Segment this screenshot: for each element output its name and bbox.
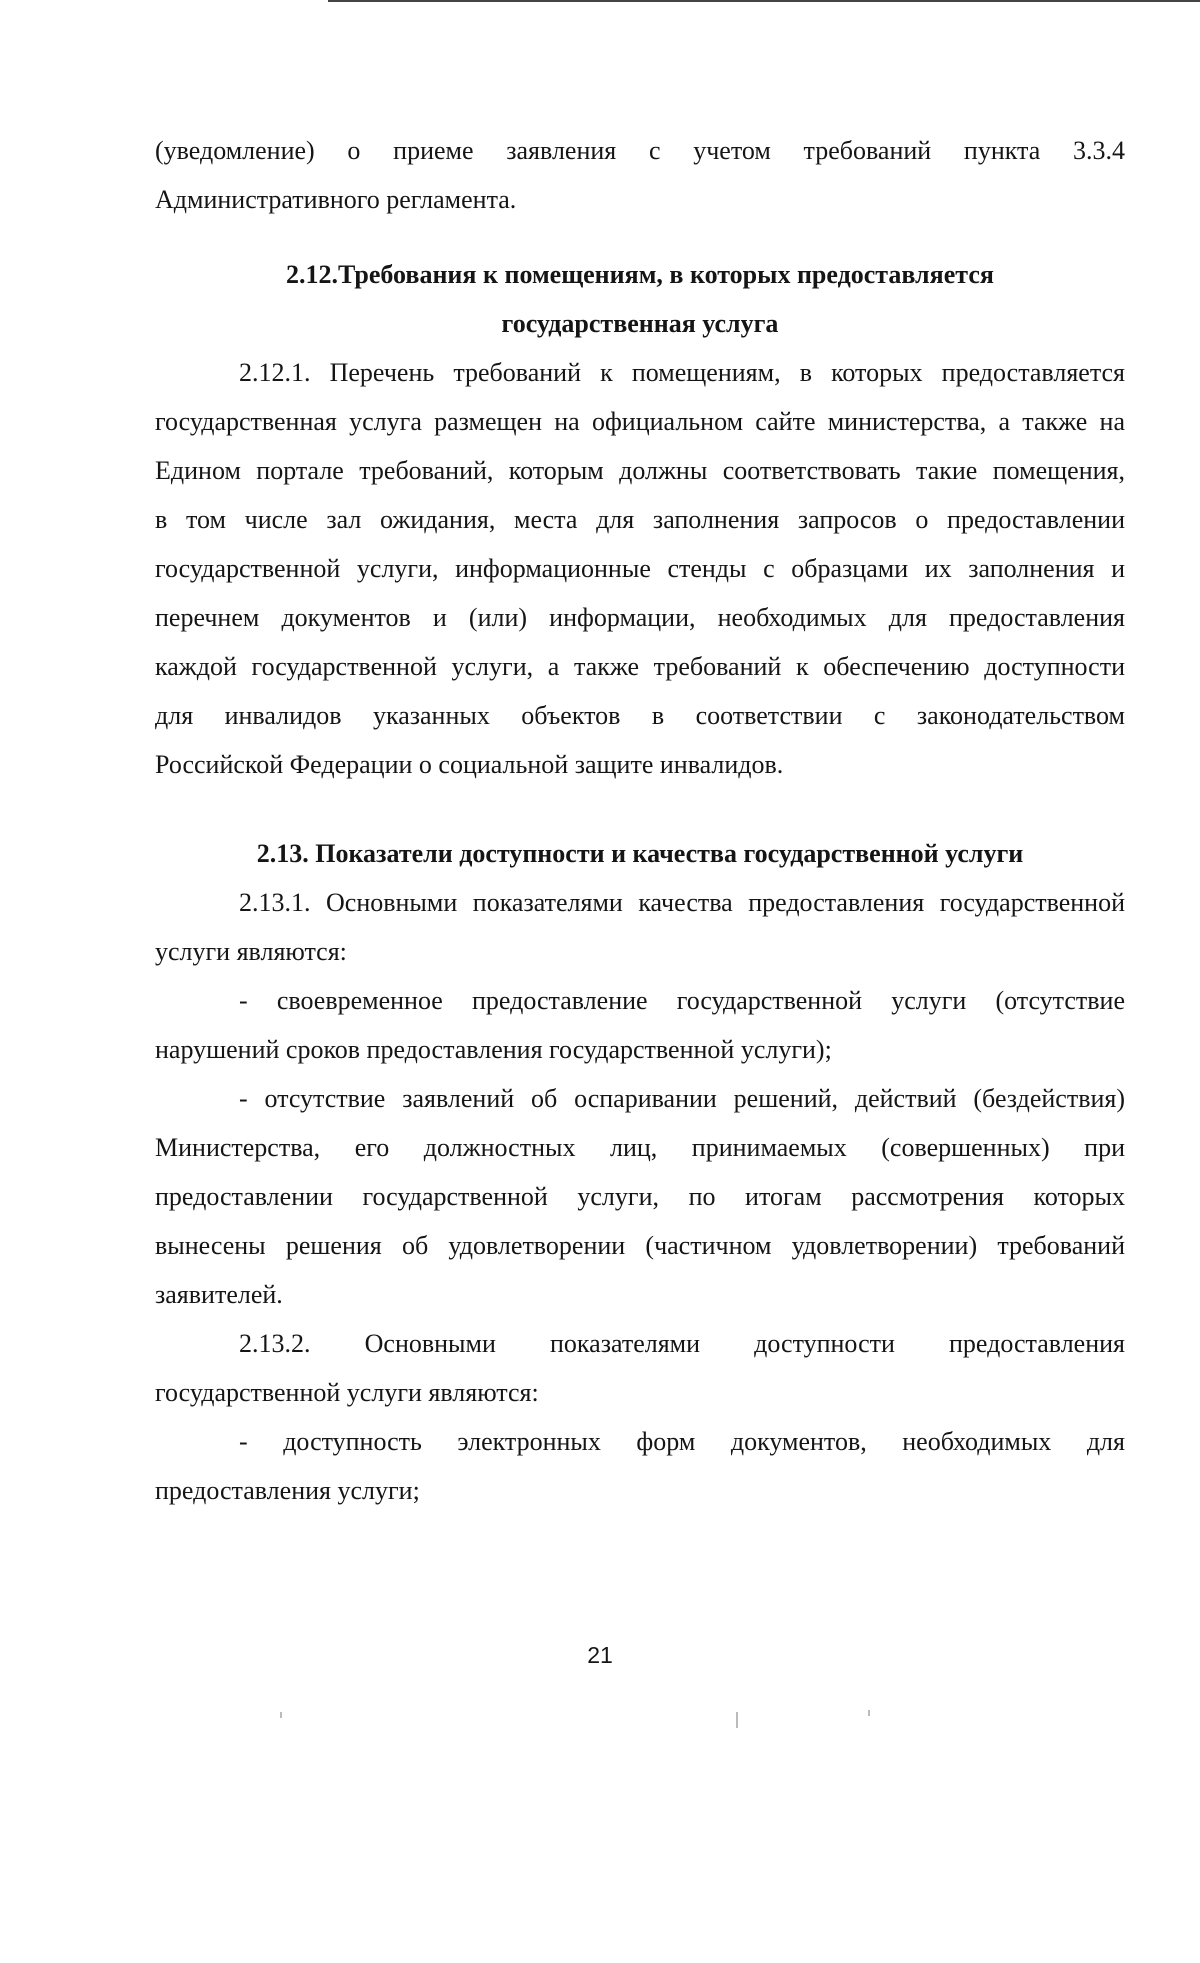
section-2-13 bbox=[155, 829, 1125, 1515]
page-number: 21 bbox=[587, 1642, 613, 1668]
list-item bbox=[155, 1417, 1125, 1515]
paragraph-2-13-2 bbox=[155, 1319, 1125, 1417]
document-page bbox=[155, 126, 1125, 1515]
list-item bbox=[155, 976, 1125, 1074]
text-line: 2.13.2. Основными показателями доступности предоставления bbox=[239, 1329, 1125, 1358]
text-line: - своевременное предоставление государственной услуги (отсутствие bbox=[239, 986, 1125, 1015]
text-line: 2.13.1. Основными показателями качества предоставления государственной bbox=[239, 888, 1125, 917]
text-line: перечнем документов и (или) информации, необходимых для предоставления bbox=[155, 603, 1125, 632]
list-item bbox=[155, 1074, 1125, 1319]
text-line: - отсутствие заявлений об оспаривании решений, действий (бездействия) bbox=[239, 1084, 1125, 1113]
scan-mark bbox=[280, 1712, 282, 1718]
intro-paragraph bbox=[155, 126, 1125, 224]
text-line: - доступность электронных форм документов, необходимых для bbox=[239, 1427, 1125, 1456]
text-line: для инвалидов указанных объектов в соответствии с законодательством bbox=[155, 701, 1125, 730]
text-line: предоставлении государственной услуги, по итогам рассмотрения которых bbox=[155, 1182, 1125, 1211]
text-line: государственная услуга размещен на официальном сайте министерства, а также на bbox=[155, 407, 1125, 436]
paragraph-2-12-1 bbox=[155, 348, 1125, 789]
text-line: Министерства, его должностных лиц, принимаемых (совершенных) при bbox=[155, 1133, 1125, 1162]
section-heading: 2.12.Требования к помещениям, в которых предоставляется bbox=[286, 260, 994, 289]
text-line: услуги являются: bbox=[155, 937, 347, 966]
text-line: предоставления услуги; bbox=[155, 1476, 420, 1505]
text-line: Российской Федерации о социальной защите инвалидов. bbox=[155, 750, 784, 779]
text-line: каждой государственной услуги, а также требований к обеспечению доступности bbox=[155, 652, 1125, 681]
section-2-12 bbox=[155, 250, 1125, 789]
text-line: (уведомление) о приеме заявления с учетом требований пункта 3.3.4 bbox=[155, 136, 1125, 165]
text-line: в том числе зал ожидания, места для заполнения запросов о предоставлении bbox=[155, 505, 1125, 534]
top-edge-rule bbox=[328, 0, 1200, 2]
scan-mark bbox=[868, 1710, 870, 1716]
text-line: государственной услуги, информационные стенды с образцами их заполнения и bbox=[155, 554, 1125, 583]
section-heading: 2.13. Показатели доступности и качества государственной услуги bbox=[256, 839, 1024, 868]
text-line: заявителей. bbox=[155, 1280, 283, 1309]
text-line: государственной услуги являются: bbox=[155, 1378, 539, 1407]
section-heading: государственная услуга bbox=[501, 309, 779, 338]
text-line: 2.12.1. Перечень требований к помещениям, в которых предоставляется bbox=[239, 358, 1125, 387]
paragraph-2-13-1 bbox=[155, 878, 1125, 976]
text-line: Едином портале требований, которым должны соответствовать такие помещения, bbox=[155, 456, 1125, 485]
text-line: нарушений сроков предоставления государственной услуги); bbox=[155, 1035, 832, 1064]
text-line: вынесены решения об удовлетворении (частичном удовлетворении) требований bbox=[155, 1231, 1125, 1260]
scan-mark bbox=[736, 1712, 738, 1728]
text-line: Административного регламента. bbox=[155, 185, 517, 214]
